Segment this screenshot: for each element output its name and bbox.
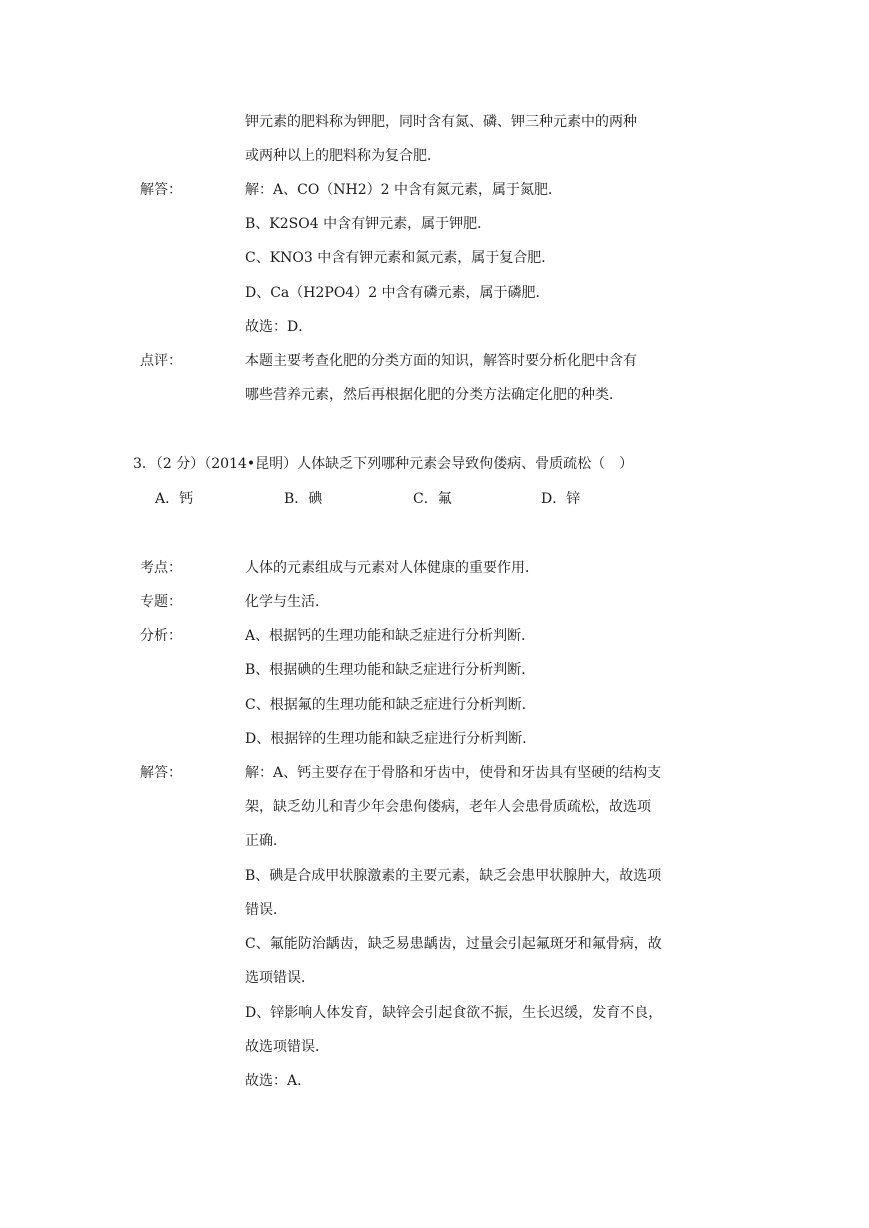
answer-line-2: 架，缺乏幼儿和青少年会患佝偻病，老年人会患骨质疏松，故选项 [245,799,651,815]
answer-line-10: 故选：A． [245,1073,312,1089]
option-a: A．钙 [155,491,194,507]
answer-line-prev-5: 故选：D． [245,319,313,335]
fenxi-line-2: B、根据碘的生理功能和缺乏症进行分析判断． [245,662,536,678]
kaodian-label: 考点： [140,560,182,576]
answer-line-3: 正确． [245,833,287,849]
answer-line-6: C、氟能防治龋齿，缺乏易患龋齿，过量会引起氟斑牙和氟骨病，故 [245,936,662,952]
answer-line-9: 故选项错误． [245,1039,329,1055]
kaodian-text: 人体的元素组成与元素对人体健康的重要作用． [245,560,539,576]
answer-label-prev: 解答： [140,182,182,198]
answer-line-prev-4: D、Ca（H2PO4）2 中含有磷元素，属于磷肥． [245,285,550,301]
option-d: D．锌 [541,491,581,507]
intro-line-1: 钾元素的肥料称为钾肥，同时含有氮、磷、钾三种元素中的两种 [245,114,637,130]
zhuanti-label: 专题： [140,594,182,610]
answer-line-1: 解：A、钙主要存在于骨胳和牙齿中，使骨和牙齿具有坚硬的结构支 [245,765,662,781]
option-b: B．碘 [284,491,323,507]
fenxi-line-3: C、根据氟的生理功能和缺乏症进行分析判断． [245,697,536,713]
fenxi-label: 分析： [140,628,182,644]
comment-line-1: 本题主要考查化肥的分类方面的知识，解答时要分析化肥中含有 [245,353,637,369]
answer-label: 解答： [140,765,182,781]
answer-line-prev-1: 解：A、CO（NH2）2 中含有氮元素，属于氮肥． [245,182,563,198]
intro-line-2: 或两种以上的肥料称为复合肥． [245,148,441,164]
fenxi-line-1: A、根据钙的生理功能和缺乏症进行分析判断． [245,628,536,644]
answer-line-8: D、锌影响人体发育，缺锌会引起食欲不振，生长迟缓，发育不良， [245,1005,663,1021]
comment-line-2: 哪些营养元素，然后再根据化肥的分类方法确定化肥的种类． [245,387,623,403]
fenxi-line-4: D、根据锌的生理功能和缺乏症进行分析判断． [245,731,537,747]
comment-label: 点评： [140,353,182,369]
answer-line-5: 错误． [245,902,287,918]
option-c: C．氟 [413,491,452,507]
zhuanti-text: 化学与生活． [245,594,329,610]
answer-line-prev-3: C、KNO3 中含有钾元素和氮元素，属于复合肥． [245,250,556,266]
answer-line-4: B、碘是合成甲状腺激素的主要元素，缺乏会患甲状腺肿大，故选项 [245,868,662,884]
answer-line-prev-2: B、K2SO4 中含有钾元素，属于钾肥． [245,216,492,232]
question-stem: 3．（2 分）（2014•昆明）人体缺乏下列哪种元素会导致佝偻病、骨质疏松（ ） [133,456,634,472]
answer-line-7: 选项错误． [245,970,315,986]
